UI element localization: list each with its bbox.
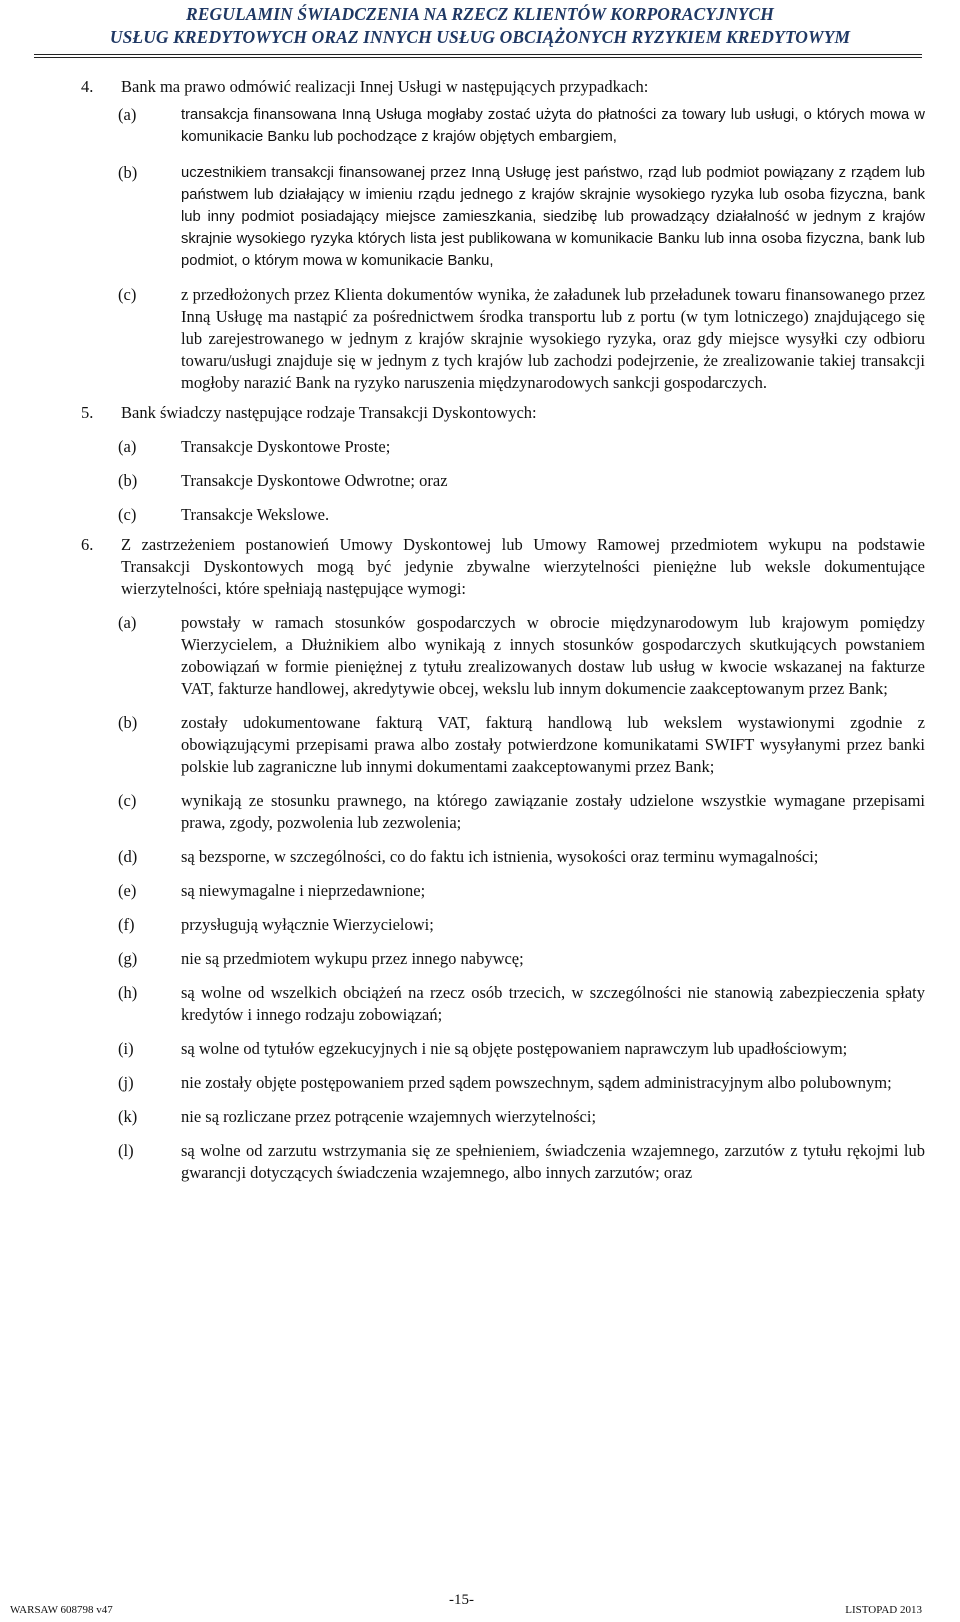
list-item xyxy=(81,982,925,1026)
list-item xyxy=(81,790,925,834)
section-text: Bank świadczy następujące rodzaje Transakcji Dyskontowych: xyxy=(121,403,537,422)
item-text: przysługują wyłącznie Wierzycielowi; xyxy=(181,915,434,934)
item-label: (h) xyxy=(118,983,138,1002)
item-text: powstały w ramach stosunków gospodarczych w obrocie międzynarodowym lub krajowym pomiędzy Wierzycielem, a Dłużnikiem albo wynikają z innych stosunków gospodarczych skutkujących powstaniem zobowiązań w formie pieniężnej z tytułu zrealizowanych dostaw lub usług w kwocie wskazanej na fakturze VAT, fakturze handlowej, akredytywie obcej, wekslu lub innym dokumencie zaakceptowanym przez Bank; xyxy=(181,613,925,698)
item-text: wynikają ze stosunku prawnego, na którego zawiązanie zostały udzielone wszystkie wymagane przepisami prawa, zgody, pozwolenia lub zezwolenia; xyxy=(181,791,925,832)
item-label: (k) xyxy=(118,1107,138,1126)
item-text: są wolne od tytułów egzekucyjnych i nie są objęte postępowaniem naprawczym lub upadłościowym; xyxy=(181,1039,848,1058)
list-item xyxy=(81,104,925,148)
item-text: nie zostały objęte postępowaniem przed sądem powszechnym, sądem administracyjnym albo polubownym; xyxy=(181,1073,892,1092)
header-divider xyxy=(34,57,922,58)
header-title-line-1: REGULAMIN ŚWIADCZENIA NA RZECZ KLIENTÓW KORPORACYJNYCH xyxy=(185,4,775,24)
list-item xyxy=(81,914,925,936)
footer-page-number: -15- xyxy=(449,1592,474,1608)
section-number: 4. xyxy=(81,77,94,96)
footer-date: LISTOPAD 2013 xyxy=(845,1604,922,1616)
item-text: są wolne od wszelkich obciążeń na rzecz osób trzecich, w szczególności nie stanowią zabezpieczenia spłaty kredytów i innego rodzaju zobowiązań; xyxy=(181,983,925,1024)
item-text: z przedłożonych przez Klienta dokumentów wynika, że załadunek lub przeładunek towaru finansowanego przez Inną Usługę ma nastąpić za pośrednictwem środka transportu lub z portu (w tym lotniczego) znajdującego się lub zarejestrowanego w jednym z krajów skrajnie wysokiego ryzyka, oraz gdy miejsce wysyłki czy odbioru towaru/usługi znajduje się w jednym z tych krajów lub zachodzi podejrzenie, że zrealizowanie takiej transakcji mogłoby narazić Bank na ryzyko naruszenia międzynarodowych sankcji gospodarczych. xyxy=(181,285,925,392)
section-5 xyxy=(81,402,925,424)
item-label: (b) xyxy=(118,471,138,490)
document-body xyxy=(81,76,925,1196)
item-label: (e) xyxy=(118,881,137,900)
section-4 xyxy=(81,76,925,98)
list-item xyxy=(81,712,925,778)
item-text: Transakcje Dyskontowe Odwrotne; oraz xyxy=(181,471,448,490)
item-label: (a) xyxy=(118,437,137,456)
section-number: 6. xyxy=(81,535,94,554)
section-text: Bank ma prawo odmówić realizacji Innej Usługi w następujących przypadkach: xyxy=(121,77,649,96)
list-item xyxy=(81,846,925,868)
item-label: (d) xyxy=(118,847,138,866)
footer-document-id: WARSAW 608798 v47 xyxy=(10,1604,113,1616)
item-text: nie są rozliczane przez potrącenie wzajemnych wierzytelności; xyxy=(181,1107,597,1126)
item-label: (c) xyxy=(118,505,137,524)
list-item xyxy=(81,1038,925,1060)
item-text: są wolne od zarzutu wstrzymania się ze spełnieniem, świadczenia wzajemnego, zarzutów z tytułu rękojmi lub gwarancji dotyczących świadczenia wzajemnego, albo innych zarzutów; oraz xyxy=(181,1141,925,1182)
item-text: uczestnikiem transakcji finansowanej przez Inną Usługę jest państwo, rząd lub podmiot powiązany z rządem lub państwem lub działający w imieniu rządu jednego z krajów skrajnie wysokiego ryzyka lub osoba fizyczna, bank lub inny podmiot posiadający miejsce zamieszkania, siedzibę lub prowadzący działalność w jednym z krajów skrajnie wysokiego ryzyka których lista jest publikowana w komunikacie Banku lub inna osoba fizyczna, bank lub podmiot, o którym mowa w komunikacie Banku, xyxy=(181,165,925,269)
list-item xyxy=(81,1140,925,1184)
list-item xyxy=(81,948,925,970)
item-text: zostały udokumentowane fakturą VAT, fakturą handlową lub wekslem wystawionymi zgodnie z obowiązującymi przepisami prawa albo zostały potwierdzone komunikatami SWIFT wysyłanymi przez banki polskie lub zagraniczne lub innymi dokumentami zaakceptowanymi przez Bank; xyxy=(181,713,925,776)
item-label: (j) xyxy=(118,1073,134,1092)
item-text: Transakcje Wekslowe. xyxy=(181,505,330,524)
section-number: 5. xyxy=(81,403,94,422)
item-label: (c) xyxy=(118,285,137,304)
item-text: są niewymagalne i nieprzedawnione; xyxy=(181,881,426,900)
header-title-line-2: USŁUG KREDYTOWYCH ORAZ INNYCH USŁUG OBCIĄŻONYCH RYZYKIEM KREDYTOWYM xyxy=(109,27,851,47)
list-item xyxy=(81,470,925,492)
list-item xyxy=(81,504,925,526)
list-item xyxy=(81,612,925,700)
list-item xyxy=(81,1106,925,1128)
item-label: (b) xyxy=(118,163,138,182)
list-item xyxy=(81,162,925,272)
list-item xyxy=(81,284,925,394)
item-text: transakcja finansowana Inną Usługa mogłaby zostać użyta do płatności za towary lub usługi, o których mowa w komunikacie Banku lub pochodzące z krajów objętych embargiem, xyxy=(181,107,925,145)
item-label: (i) xyxy=(118,1039,134,1058)
item-text: są bezsporne, w szczególności, co do faktu ich istnienia, wysokości oraz terminu wymagalności; xyxy=(181,847,819,866)
list-item xyxy=(81,1072,925,1094)
header-divider xyxy=(34,54,922,55)
item-label: (b) xyxy=(118,713,138,732)
item-text: Transakcje Dyskontowe Proste; xyxy=(181,437,391,456)
item-label: (f) xyxy=(118,915,135,934)
item-label: (l) xyxy=(118,1141,134,1160)
item-label: (a) xyxy=(118,105,137,124)
item-label: (a) xyxy=(118,613,137,632)
section-6 xyxy=(81,534,925,600)
item-label: (c) xyxy=(118,791,137,810)
section-text: Z zastrzeżeniem postanowień Umowy Dyskontowej lub Umowy Ramowej przedmiotem wykupu na podstawie Transakcji Dyskontowych mogą być jedynie zbywalne wierzytelności pieniężne lub weksle dokumentujące wierzytelności, które spełniają następujące wymogi: xyxy=(121,535,925,598)
item-text: nie są przedmiotem wykupu przez innego nabywcę; xyxy=(181,949,524,968)
item-label: (g) xyxy=(118,949,138,968)
list-item xyxy=(81,880,925,902)
list-item xyxy=(81,436,925,458)
